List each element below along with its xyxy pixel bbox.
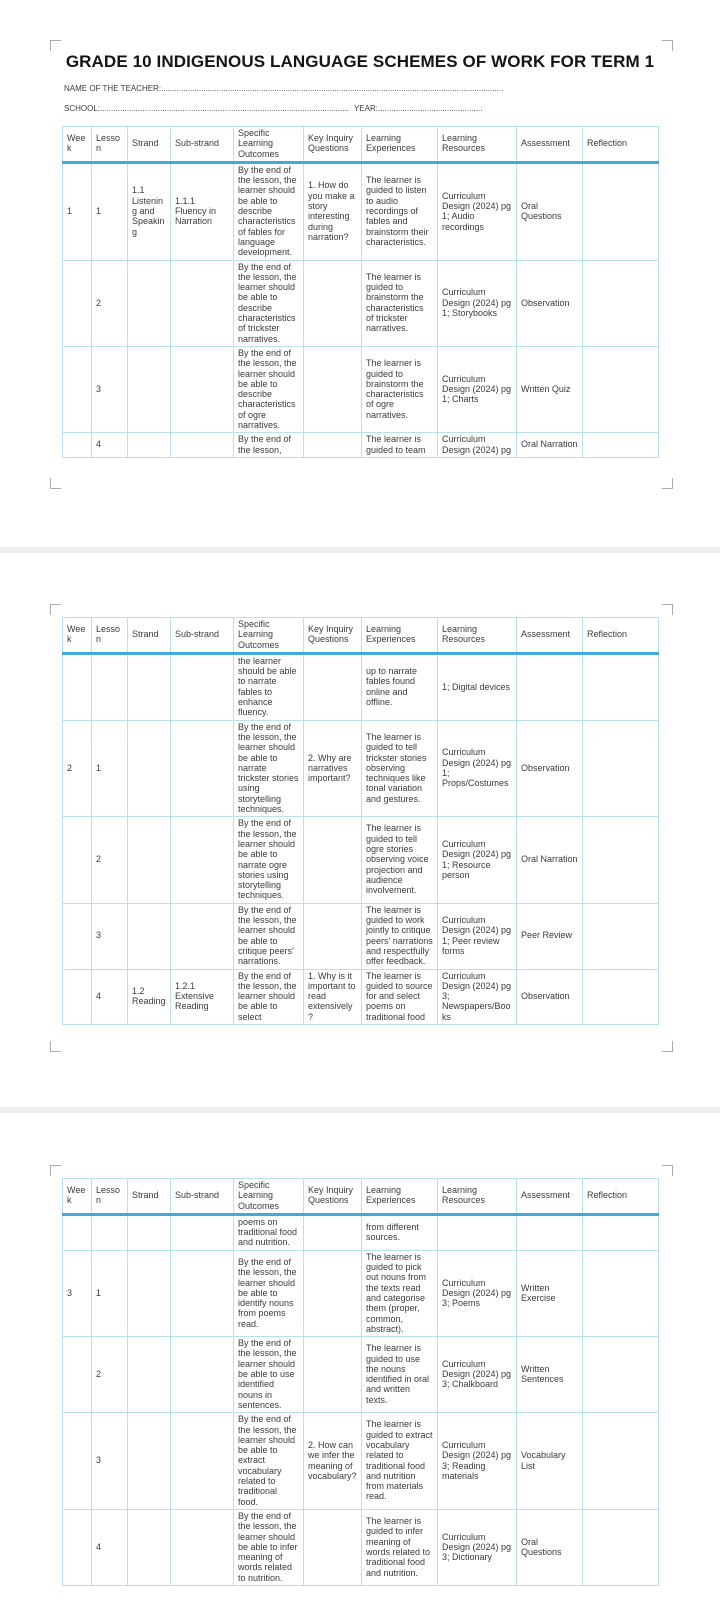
cell-strand — [128, 653, 171, 720]
header-row — [63, 1179, 659, 1215]
cell-lesson: 2 — [92, 817, 128, 903]
margin-corner-mark — [662, 1041, 673, 1052]
cell-lesson: 2 — [92, 260, 128, 346]
cell-kiq — [304, 817, 362, 903]
cell-outcomes: By the end of the lesson, the learner should be able to use identified nouns in sentences. — [234, 1337, 304, 1413]
table-row — [63, 1214, 659, 1250]
cell-week — [63, 1214, 92, 1250]
cell-reflection — [583, 1214, 659, 1250]
cell-reflection — [583, 969, 659, 1024]
cell-week — [63, 1413, 92, 1510]
year-label: YEAR: — [353, 104, 378, 113]
cell-reflection — [583, 162, 659, 260]
cell-experiences: The learner is guided to listen to audio recordings of fables and brainstorm their characteristics. — [362, 162, 438, 260]
cell-resources: Curriculum Design (2024) pg 3; Chalkboard — [438, 1337, 517, 1413]
page-title: GRADE 10 INDIGENOUS LANGUAGE SCHEMES OF WORK FOR TERM 1 — [65, 52, 655, 71]
column-header-assessment: Assessment — [517, 1179, 583, 1215]
cell-experiences: The learner is guided to source for and select poems on traditional food — [362, 969, 438, 1024]
cell-assessment: Oral Narration — [517, 817, 583, 903]
cell-week: 1 — [63, 162, 92, 260]
column-header-week: Week — [63, 127, 92, 163]
column-header-lesson: Lesson — [92, 618, 128, 654]
cell-outcomes: By the end of the lesson, the learner should be able to critique peers' narrations. — [234, 903, 304, 969]
cell-strand — [128, 1509, 171, 1585]
margin-corner-mark — [662, 1165, 673, 1176]
cell-experiences: The learner is guided to extract vocabulary related to traditional food and nutrition from materials read. — [362, 1413, 438, 1510]
cell-outcomes: By the end of the lesson, the learner should be able to select — [234, 969, 304, 1024]
cell-week — [63, 433, 92, 458]
cell-substrand: 1.1.1 Fluency in Narration — [171, 162, 234, 260]
column-header-reflection: Reflection — [583, 127, 659, 163]
cell-substrand — [171, 1413, 234, 1510]
cell-assessment — [517, 653, 583, 720]
schemes-of-work-table — [62, 126, 659, 458]
cell-resources: Curriculum Design (2024) pg — [438, 433, 517, 458]
table-row — [63, 1509, 659, 1585]
cell-strand — [128, 260, 171, 346]
column-header-week: Week — [63, 1179, 92, 1215]
cell-experiences: The learner is guided to brainstorm the characteristics of trickster narratives. — [362, 260, 438, 346]
cell-kiq — [304, 1337, 362, 1413]
cell-week — [63, 969, 92, 1024]
cell-strand — [128, 903, 171, 969]
cell-outcomes: By the end of the lesson, the learner should be able to describe characteristics of ogre narratives. — [234, 346, 304, 432]
cell-week — [63, 653, 92, 720]
document-page-2 — [0, 553, 720, 1107]
cell-strand — [128, 1214, 171, 1250]
cell-substrand — [171, 260, 234, 346]
cell-reflection — [583, 260, 659, 346]
cell-reflection — [583, 346, 659, 432]
cell-strand: 1.2 Reading — [128, 969, 171, 1024]
table-row — [63, 1250, 659, 1336]
cell-lesson: 3 — [92, 1413, 128, 1510]
schemes-table-page-2 — [62, 617, 659, 1025]
cell-lesson: 4 — [92, 1509, 128, 1585]
cell-assessment: Oral Questions — [517, 1509, 583, 1585]
cell-outcomes: By the end of the lesson, the learner should be able to identify nouns from poems read. — [234, 1250, 304, 1336]
column-header-strand: Strand — [128, 618, 171, 654]
column-header-kiq: Key Inquiry Questions — [304, 127, 362, 163]
cell-kiq — [304, 260, 362, 346]
cell-kiq: 1. How do you make a story interesting during narration? — [304, 162, 362, 260]
cell-substrand — [171, 433, 234, 458]
cell-strand — [128, 346, 171, 432]
column-header-lesson: Lesson — [92, 127, 128, 163]
cell-resources — [438, 1214, 517, 1250]
column-header-substrand: Sub-strand — [171, 1179, 234, 1215]
header-row — [63, 127, 659, 163]
column-header-kiq: Key Inquiry Questions — [304, 618, 362, 654]
schemes-of-work-table — [62, 1178, 659, 1586]
teacher-name-line — [64, 84, 658, 93]
cell-outcomes: By the end of the lesson, the learner should be able to extract vocabulary related to traditional food. — [234, 1413, 304, 1510]
document-page-3 — [0, 1113, 720, 1600]
cell-experiences: The learner is guided to use the nouns identified in oral and written texts. — [362, 1337, 438, 1413]
cell-experiences: The learner is guided to brainstorm the characteristics of ogre narratives. — [362, 346, 438, 432]
cell-kiq — [304, 433, 362, 458]
cell-outcomes: By the end of the lesson, the learner should be able to infer meaning of words related to nutrition. — [234, 1509, 304, 1585]
cell-strand: 1.1 Listening and Speaking — [128, 162, 171, 260]
table-row — [63, 1413, 659, 1510]
cell-week — [63, 1337, 92, 1413]
cell-reflection — [583, 1250, 659, 1336]
cell-experiences: The learner is guided to pick out nouns from the texts read and categorise them (proper, common, abstract). — [362, 1250, 438, 1336]
cell-substrand — [171, 903, 234, 969]
cell-reflection — [583, 1509, 659, 1585]
cell-outcomes: By the end of the lesson, the learner should be able to describe characteristics of trickster narratives. — [234, 260, 304, 346]
margin-corner-mark — [662, 478, 673, 489]
cell-kiq — [304, 1509, 362, 1585]
cell-substrand — [171, 653, 234, 720]
margin-corner-mark — [50, 478, 61, 489]
cell-reflection — [583, 1413, 659, 1510]
school-year-line — [64, 104, 658, 113]
column-header-strand: Strand — [128, 1179, 171, 1215]
column-header-kiq: Key Inquiry Questions — [304, 1179, 362, 1215]
cell-substrand — [171, 1214, 234, 1250]
column-header-reflection: Reflection — [583, 618, 659, 654]
cell-kiq — [304, 903, 362, 969]
cell-assessment: Observation — [517, 720, 583, 817]
document-page-1 — [0, 0, 720, 547]
margin-corner-mark — [662, 604, 673, 615]
margin-corner-mark — [662, 40, 673, 51]
cell-assessment: Vocabulary List — [517, 1413, 583, 1510]
table-row — [63, 1337, 659, 1413]
cell-week — [63, 346, 92, 432]
cell-lesson — [92, 653, 128, 720]
cell-substrand — [171, 1250, 234, 1336]
cell-strand — [128, 1250, 171, 1336]
table-row — [63, 260, 659, 346]
cell-substrand — [171, 1337, 234, 1413]
cell-resources: Curriculum Design (2024) pg 3; Newspapers/Books — [438, 969, 517, 1024]
cell-reflection — [583, 1337, 659, 1413]
column-header-experiences: Learning Experiences — [362, 127, 438, 163]
cell-week: 2 — [63, 720, 92, 817]
cell-substrand — [171, 720, 234, 817]
cell-resources: Curriculum Design (2024) pg 3; Dictionary — [438, 1509, 517, 1585]
cell-resources: Curriculum Design (2024) pg 1; Props/Costumes — [438, 720, 517, 817]
column-header-experiences: Learning Experiences — [362, 1179, 438, 1215]
table-row — [63, 162, 659, 260]
cell-kiq: 2. How can we infer the meaning of vocabulary? — [304, 1413, 362, 1510]
column-header-substrand: Sub-strand — [171, 618, 234, 654]
cell-lesson: 3 — [92, 903, 128, 969]
cell-assessment: Written Sentences — [517, 1337, 583, 1413]
margin-corner-mark — [50, 1041, 61, 1052]
cell-lesson: 4 — [92, 969, 128, 1024]
cell-substrand — [171, 817, 234, 903]
cell-kiq: 2. Why are narratives important? — [304, 720, 362, 817]
schemes-table-page-3 — [62, 1178, 659, 1586]
cell-assessment: Peer Review — [517, 903, 583, 969]
teacher-name-label: NAME OF THE TEACHER: — [64, 84, 162, 93]
cell-kiq — [304, 1214, 362, 1250]
cell-resources: Curriculum Design (2024) pg 1; Peer review forms — [438, 903, 517, 969]
cell-experiences: The learner is guided to team — [362, 433, 438, 458]
header-row — [63, 618, 659, 654]
cell-lesson: 4 — [92, 433, 128, 458]
cell-assessment: Written Exercise — [517, 1250, 583, 1336]
cell-assessment: Oral Questions — [517, 162, 583, 260]
cell-strand — [128, 1337, 171, 1413]
cell-lesson: 2 — [92, 1337, 128, 1413]
cell-reflection — [583, 433, 659, 458]
margin-corner-mark — [50, 1165, 61, 1176]
cell-resources: Curriculum Design (2024) pg 1; Audio recordings — [438, 162, 517, 260]
cell-experiences: The learner is guided to infer meaning of words related to traditional food and nutrition. — [362, 1509, 438, 1585]
cell-strand — [128, 433, 171, 458]
table-row — [63, 653, 659, 720]
column-header-week: Week — [63, 618, 92, 654]
cell-kiq — [304, 346, 362, 432]
cell-strand — [128, 720, 171, 817]
cell-reflection — [583, 653, 659, 720]
cell-reflection — [583, 720, 659, 817]
column-header-assessment: Assessment — [517, 618, 583, 654]
margin-corner-mark — [50, 604, 61, 615]
column-header-reflection: Reflection — [583, 1179, 659, 1215]
cell-week — [63, 817, 92, 903]
school-label: SCHOOL: — [64, 104, 101, 113]
cell-kiq: 1. Why is it important to read extensively? — [304, 969, 362, 1024]
cell-outcomes: poems on traditional food and nutrition. — [234, 1214, 304, 1250]
school-blank: ................................................................................................................ — [100, 104, 349, 113]
cell-reflection — [583, 903, 659, 969]
cell-assessment — [517, 1214, 583, 1250]
cell-assessment: Observation — [517, 969, 583, 1024]
cell-experiences: from different sources. — [362, 1214, 438, 1250]
cell-substrand — [171, 346, 234, 432]
cell-week — [63, 260, 92, 346]
table-row — [63, 903, 659, 969]
cell-experiences: The learner is guided to tell trickster stories observing techniques like tonal variation and gestures. — [362, 720, 438, 817]
column-header-substrand: Sub-strand — [171, 127, 234, 163]
table-row — [63, 817, 659, 903]
table-row — [63, 346, 659, 432]
teacher-name-blank: .......................................................................................................................................................... — [161, 84, 504, 93]
cell-assessment: Oral Narration — [517, 433, 583, 458]
cell-resources: Curriculum Design (2024) pg 3; Reading materials — [438, 1413, 517, 1510]
schemes-table-page-1 — [62, 126, 659, 458]
cell-outcomes: By the end of the lesson, the learner should be able to narrate trickster stories using storytelling techniques. — [234, 720, 304, 817]
year-blank: ............................................... — [377, 104, 483, 113]
cell-strand — [128, 1413, 171, 1510]
table-row — [63, 433, 659, 458]
cell-experiences: The learner is guided to work jointly to critique peers' narrations and respectfully offer feedback. — [362, 903, 438, 969]
margin-corner-mark — [50, 40, 61, 51]
cell-reflection — [583, 817, 659, 903]
cell-resources: Curriculum Design (2024) pg 1; Resource person — [438, 817, 517, 903]
column-header-lesson: Lesson — [92, 1179, 128, 1215]
cell-resources: 1; Digital devices — [438, 653, 517, 720]
cell-lesson: 1 — [92, 720, 128, 817]
cell-resources: Curriculum Design (2024) pg 1; Storybooks — [438, 260, 517, 346]
cell-assessment: Written Quiz — [517, 346, 583, 432]
cell-resources: Curriculum Design (2024) pg 3; Poems — [438, 1250, 517, 1336]
cell-kiq — [304, 1250, 362, 1336]
cell-strand — [128, 817, 171, 903]
column-header-resources: Learning Resources — [438, 618, 517, 654]
cell-week — [63, 1509, 92, 1585]
column-header-experiences: Learning Experiences — [362, 618, 438, 654]
cell-lesson — [92, 1214, 128, 1250]
cell-lesson: 3 — [92, 346, 128, 432]
cell-outcomes: the learner should be able to narrate fables to enhance fluency. — [234, 653, 304, 720]
cell-kiq — [304, 653, 362, 720]
column-header-strand: Strand — [128, 127, 171, 163]
column-header-outcomes: Specific Learning Outcomes — [234, 127, 304, 163]
column-header-outcomes: Specific Learning Outcomes — [234, 618, 304, 654]
cell-substrand: 1.2.1 Extensive Reading — [171, 969, 234, 1024]
cell-lesson: 1 — [92, 162, 128, 260]
table-row — [63, 720, 659, 817]
cell-outcomes: By the end of the lesson, — [234, 433, 304, 458]
cell-week — [63, 903, 92, 969]
cell-experiences: The learner is guided to tell ogre stories observing voice projection and audience involvement. — [362, 817, 438, 903]
table-row — [63, 969, 659, 1024]
cell-resources: Curriculum Design (2024) pg 1; Charts — [438, 346, 517, 432]
column-header-assessment: Assessment — [517, 127, 583, 163]
schemes-of-work-table — [62, 617, 659, 1025]
column-header-resources: Learning Resources — [438, 1179, 517, 1215]
column-header-outcomes: Specific Learning Outcomes — [234, 1179, 304, 1215]
column-header-resources: Learning Resources — [438, 127, 517, 163]
cell-outcomes: By the end of the lesson, the learner should be able to narrate ogre stories using storytelling techniques. — [234, 817, 304, 903]
cell-experiences: up to narrate fables found online and offline. — [362, 653, 438, 720]
cell-lesson: 1 — [92, 1250, 128, 1336]
cell-week: 3 — [63, 1250, 92, 1336]
cell-substrand — [171, 1509, 234, 1585]
cell-outcomes: By the end of the lesson, the learner should be able to describe characteristics of fables for language development. — [234, 162, 304, 260]
cell-assessment: Observation — [517, 260, 583, 346]
